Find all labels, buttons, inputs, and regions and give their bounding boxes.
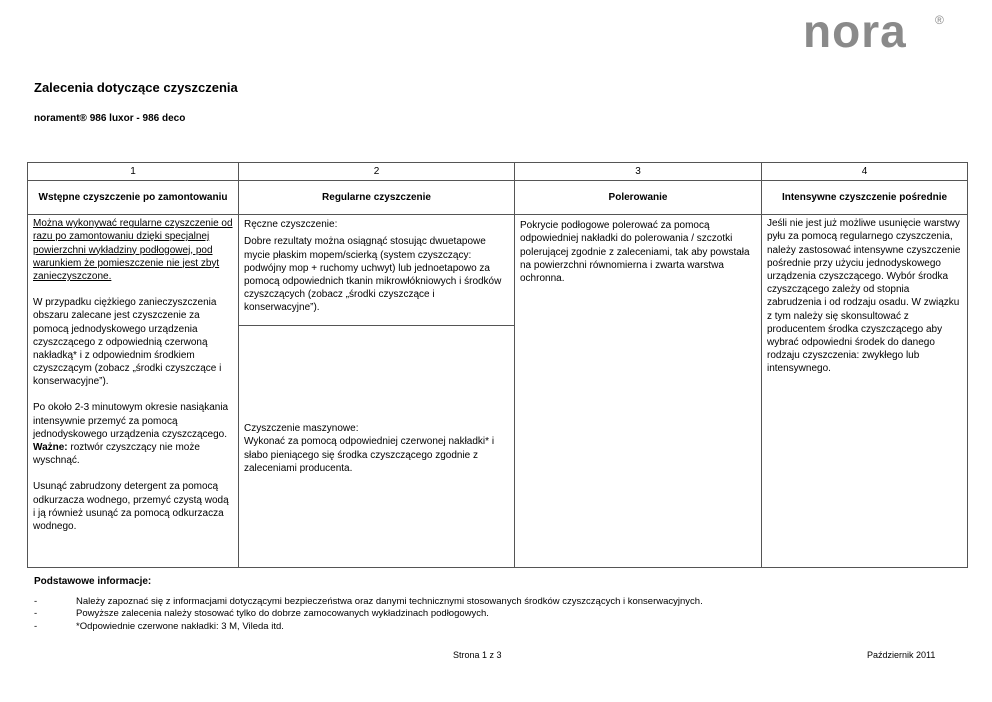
basics-title: Podstawowe informacje: <box>34 576 152 587</box>
list-dash: - <box>34 596 38 607</box>
col-header-2: Regularne czyszczenie <box>239 181 515 215</box>
content-row <box>28 215 968 568</box>
col-header-3: Polerowanie <box>515 181 762 215</box>
header-row <box>28 181 968 215</box>
col-number-4: 4 <box>762 163 968 181</box>
important-text: roztwór czyszczący nie może wyschnąć. <box>33 442 200 467</box>
col1-cell <box>28 215 239 568</box>
col1-heavy-dirt: W przypadku ciężkiego zanieczyszczenia obszaru zalecane jest czyszczenie za pomocą jednodyskowego urządzenia czyszczącego z odpowiednią czerwoną nakładką* i z odpowiednim środkiem czyszczącym (zobacz „środki czyszczące i konserwacyjne”). <box>33 297 222 388</box>
col1-intro: Można wykonywać regularne czyszczenie od razu po zamontowaniu dzięki specjalnej powierzchni wykładziny podłogowej, pod warunkiem że pomieszczenie nie jest zbyt zanieczyszczone. <box>33 218 233 282</box>
col-number-2: 2 <box>239 163 515 181</box>
col3-cell <box>515 215 762 568</box>
list-item <box>34 596 703 608</box>
basics-list <box>34 596 703 633</box>
col-number-3: 3 <box>515 163 762 181</box>
col-header-4: Intensywne czyszczenie pośrednie <box>762 181 968 215</box>
cleaning-table <box>27 162 968 568</box>
footer-date: Październik 2011 <box>867 650 936 660</box>
important-label: Ważne: <box>33 442 68 453</box>
col1-important <box>33 441 233 467</box>
col-header-1: Wstępne czyszczenie po zamontowaniu <box>28 181 239 215</box>
registered-mark: ® <box>935 13 944 27</box>
list-dash: - <box>34 620 38 632</box>
page-title: Zalecenia dotyczące czyszczenia <box>34 80 238 95</box>
nora-logo: nora <box>803 5 907 57</box>
list-item-text: Powyższe zalecenia należy stosować tylko do dobrze zamocowanych wykładzinach podłogowych. <box>76 608 489 620</box>
list-dash: - <box>34 608 38 620</box>
intensive-cleaning-text: Jeśli nie jest już możliwe usunięcie warstwy pyłu za pomocą regularnego czyszczenia, należy zastosować intensywne czyszczenie pośrednie przy użyciu jednodyskowego urządzenia czyszczącego. Wybór środka czyszczącego zależy od stopnia zabrudzenia i od rodzaju osadu. W związku z tym należy się skonsultować z producentem środka czyszczącego aby wybrać odpowiedni środek do danego rodzaju czyszczenia: zwykłego lub intensywnego. <box>767 218 961 375</box>
col1-remove: Usunąć zabrudzony detergent za pomocą odkurzacza wodnego, przemyć czystą wodą i ją również usunąć za pomocą odkurzacza wodnego. <box>33 481 229 532</box>
list-item <box>34 621 703 633</box>
col1-soak: Po około 2-3 minutowym okresie nasiąkania intensywnie przemyć za pomocą jednodyskowego urządzenia czyszczącego. <box>33 402 229 440</box>
manual-cleaning-text: Dobre rezultaty można osiągnąć stosując dwuetapowe mycie płaskim mopem/scierką (system czyszczący: podwójny mop + ruchomy uchwyt) lub jednoetapowo za pomocą odpowiednich tkanin mikrowłókniowych i środków czyszczących (zobacz „środki czyszczące i konserwacyjne”). <box>244 236 502 314</box>
col2-cell <box>239 215 515 568</box>
product-subtitle: norament® 986 luxor - 986 deco <box>34 113 186 124</box>
page-number: Strona 1 z 3 <box>453 650 502 660</box>
manual-cleaning-section <box>239 215 514 326</box>
machine-cleaning-label: Czyszczenie maszynowe: <box>244 423 359 435</box>
col4-cell <box>762 215 968 568</box>
list-item-text: Należy zapoznać się z informacjami dotyczącymi bezpieczeństwa oraz danymi technicznymi stosowanych środków czyszczących i konserwacyjnych. <box>76 596 703 607</box>
list-item <box>34 608 703 620</box>
machine-cleaning-section <box>239 326 514 475</box>
list-item-text: *Odpowiednie czerwone nakładki: 3 M, Vileda itd. <box>76 620 284 632</box>
number-row <box>28 163 968 181</box>
col-number-1: 1 <box>28 163 239 181</box>
manual-cleaning-label: Ręczne czyszczenie: <box>244 219 338 231</box>
machine-cleaning-text: Wykonać za pomocą odpowiedniej czerwonej nakładki* i słabo pieniącego się środka czyszczącego zgodnie z zaleceniami producenta. <box>244 436 495 474</box>
polishing-text: Pokrycie podłogowe polerować za pomocą odpowiedniej nakładki do polerowania / szczotki polerującej zgodnie z zaleceniami, tak aby powstała na powierzchni równomierna i zwarta warstwa ochronna. <box>520 220 750 284</box>
